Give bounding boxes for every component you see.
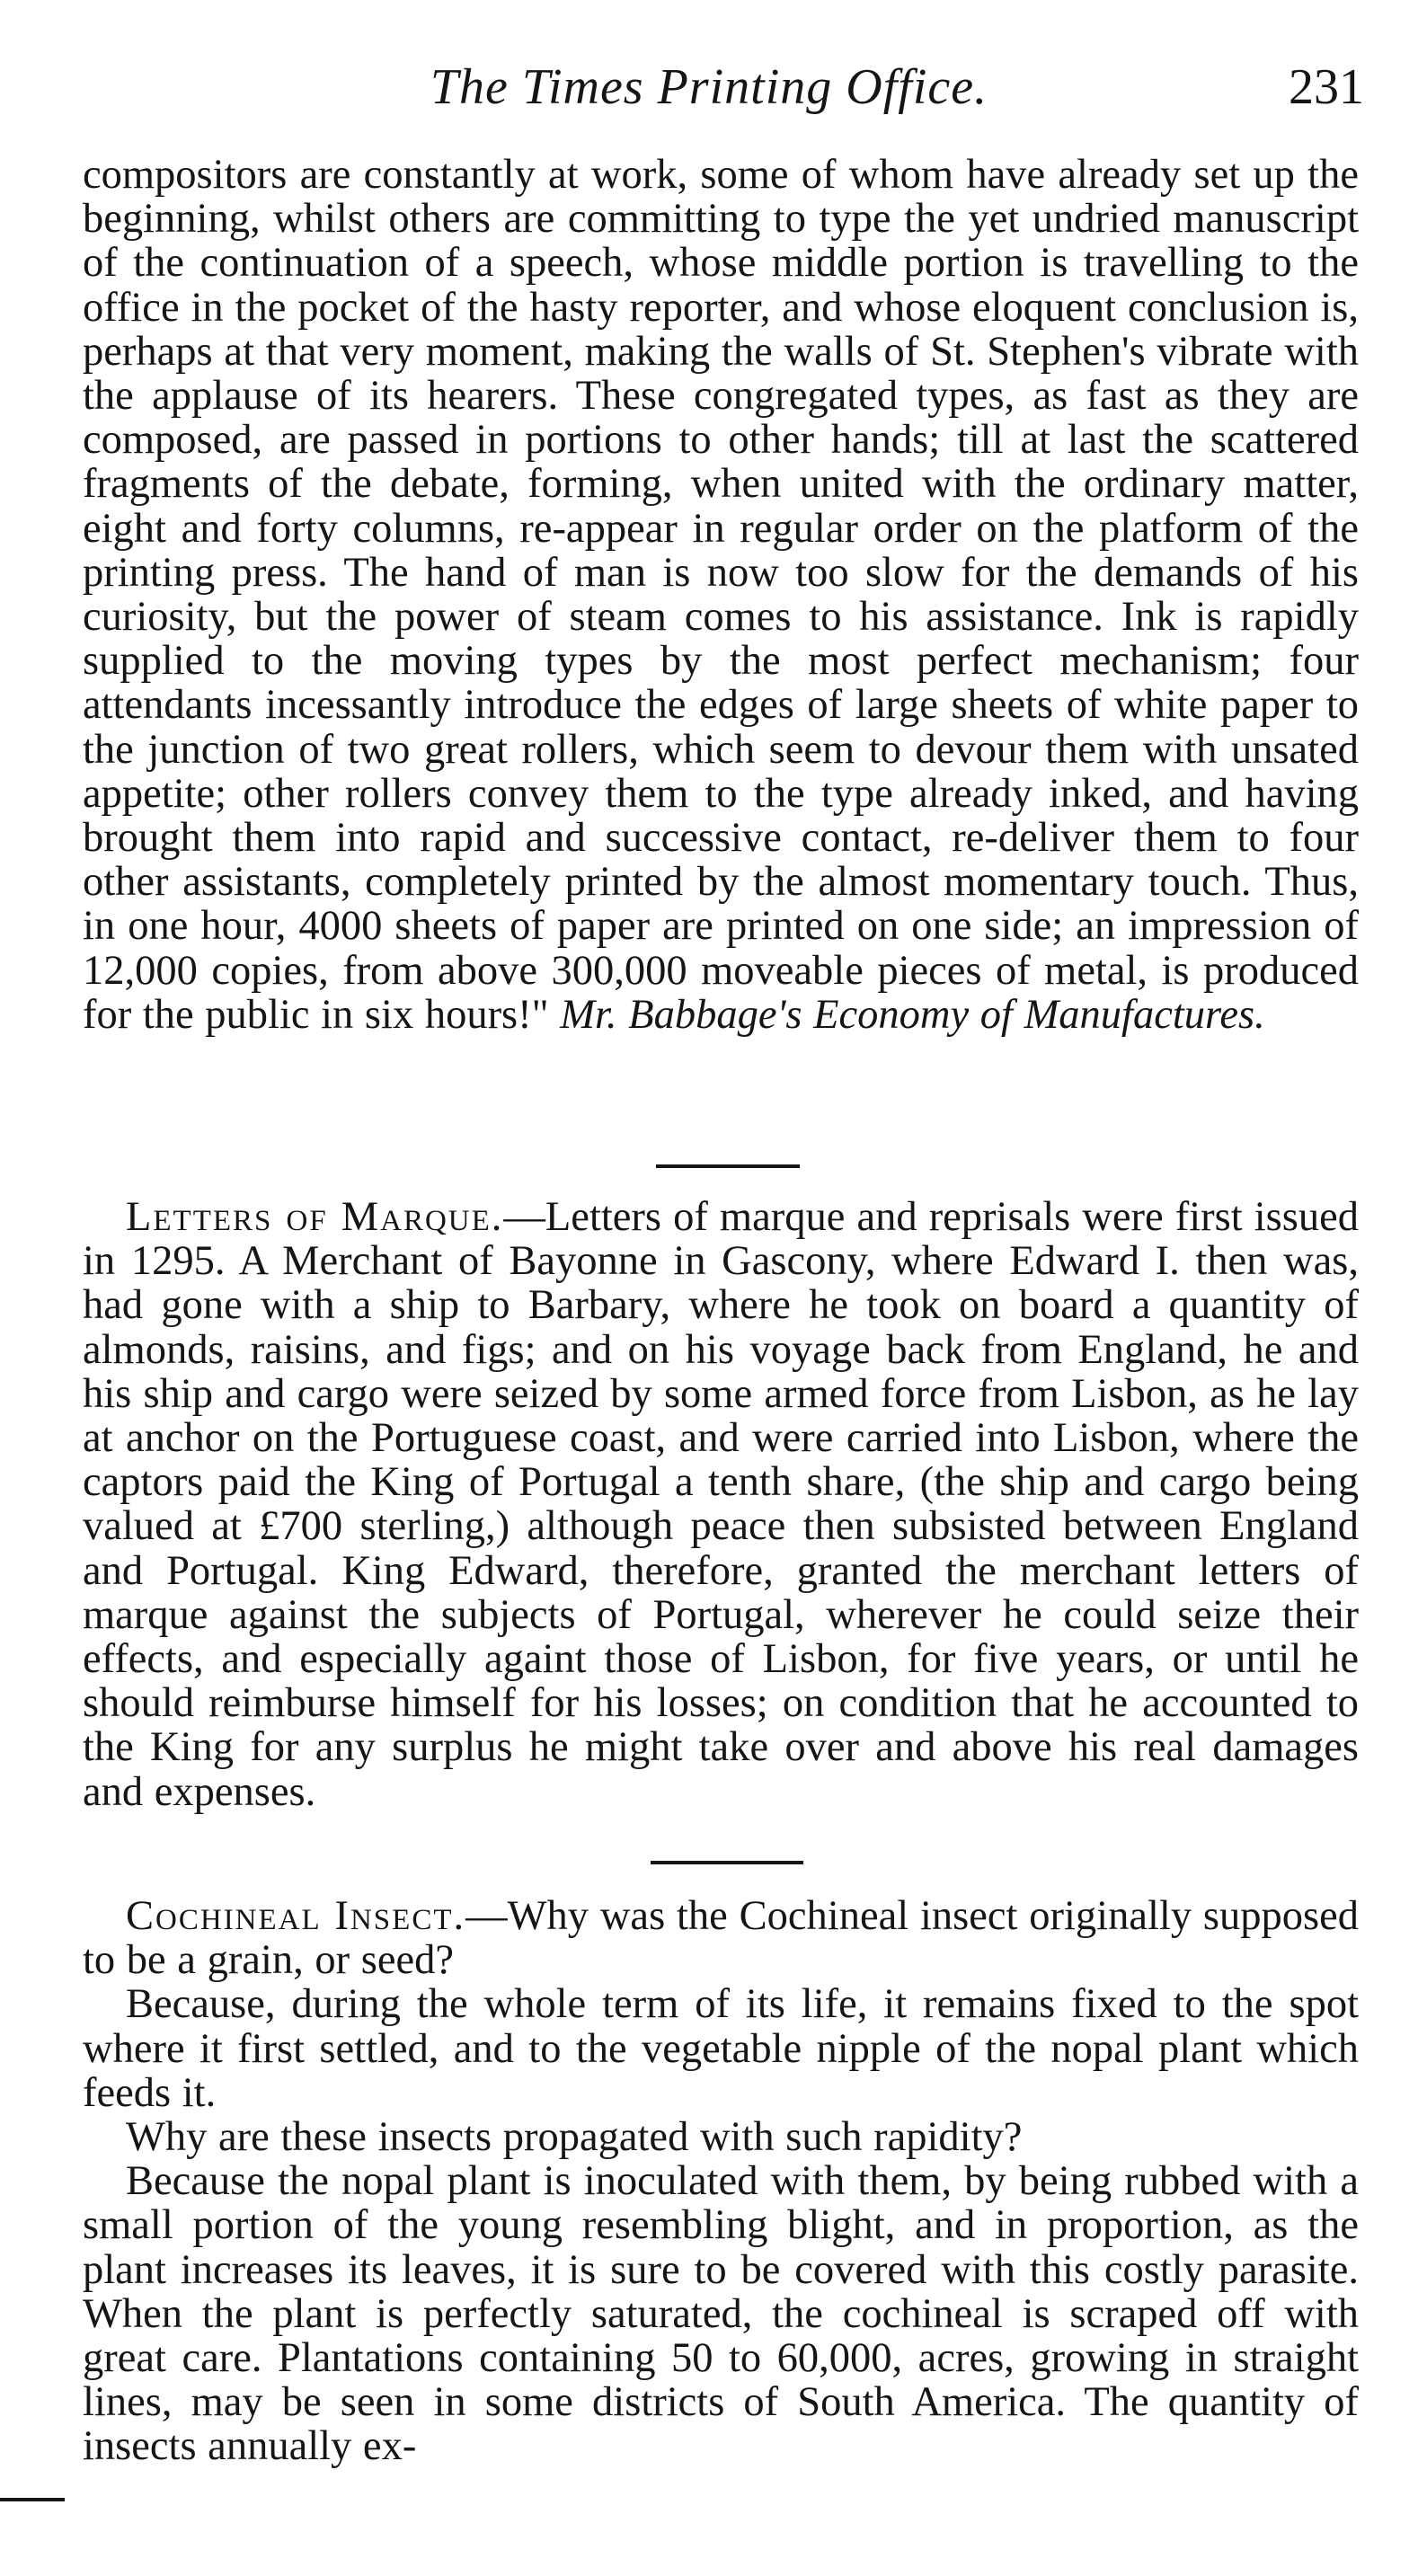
- running-head-title: The Times Printing Office.: [430, 59, 988, 115]
- question: [83, 1894, 1359, 1982]
- answer: Because, during the whole term of its life, it remains fixed to the spot where it first settled, and to the vegetable nipple of the nopal plant which feeds it.: [83, 1981, 1359, 2116]
- section-times-printing: [83, 153, 1359, 1037]
- margin-mark: [0, 2498, 65, 2501]
- paragraph-text: —Letters of marque and reprisals were first issued in 1295. A Merchant of Bayonne in Gascony, where Edward I. then was, had gone with a ship to Barbary, where he took on board a quantity of almonds, raisins, and figs; and on his voyage back from England, he and his ship and cargo were seized by some armed force from Lisbon, as he lay at anchor on the Portuguese coast, and were carried into Lisbon, where the captors paid the King of Portugal a tenth share, (the ship and cargo being valued at £700 sterling,) although peace then subsisted between England and Portugal. King Edward, therefore, granted the merchant letters of marque against the subjects of Portugal, wherever he could seize their effects, and especially againt those of Lisbon, for five years, or until he should reimburse himself for his losses; on condition that he accounted to the King for any surplus he might take over and above his real damages and expenses.: [83, 1194, 1359, 1815]
- attribution: Mr. Babbage's Economy of Manufactures.: [560, 991, 1265, 1038]
- page-number: 231: [1289, 59, 1364, 115]
- section-heading: Cochineal Insect.: [126, 1893, 466, 1939]
- question-text: —Why was the Cochineal insect originally supposed to be a grain, or seed?: [83, 1893, 1359, 1984]
- question: Why are these insects propagated with such rapidity?: [126, 2114, 1023, 2161]
- section-letters-of-marque: [83, 1195, 1359, 1814]
- paragraph: [83, 1195, 1359, 1814]
- answer: Because the nopal plant is inoculated with them, by being rubbed with a small portion of the young resembling blight, and in proportion, as the plant increases its leaves, it is sure to be covered with this costly parasite. When the plant is perfectly saturated, the cochineal is scraped off with great care. Plantations containing 50 to 60,000, acres, growing in straight lines, may be seen in some districts of South America. The quantity of insects annually ex-: [83, 2158, 1359, 2470]
- section-heading: Letters of Marque.: [126, 1194, 504, 1240]
- section-cochineal-insect: [83, 1894, 1359, 2469]
- section-divider: [651, 1861, 803, 1864]
- paragraph-text: compositors are constantly at work, some of whom have already set up the beginning, whilst others are committing to type the yet undried manuscript of the continuation of a speech, whose middle portion is travelling to the office in the pocket of the hasty reporter, and whose eloquent conclusion is, perhaps at that very moment, making the walls of St. Stephen's vibrate with the applause of its hearers. These congregated types, as fast as they are composed, are passed in portions to other hands; till at last the scattered fragments of the debate, forming, when united with the ordinary matter, eight and forty columns, re-appear in regular order on the platform of the printing press. The hand of man is now too slow for the demands of his curiosity, but the power of steam comes to his assistance. Ink is rapidly supplied to the moving types by the most perfect mechanism; four attendants incessantly introduce the edges of large sheets of white paper to the junction of two great rollers, which seem to devour them with unsated appetite; other rollers convey them to the type already inked, and having brought them into rapid and successive contact, re-deliver them to four other assistants, completely printed by the almost momentary touch. Thus, in one hour, 4000 sheets of paper are printed on one side; an impression of 12,000 copies, from above 300,000 moveable pieces of metal, is produced for the public in six hours!": [83, 152, 1359, 1038]
- section-divider: [656, 1164, 800, 1168]
- running-head: [0, 56, 1418, 119]
- paragraph: [83, 153, 1359, 1037]
